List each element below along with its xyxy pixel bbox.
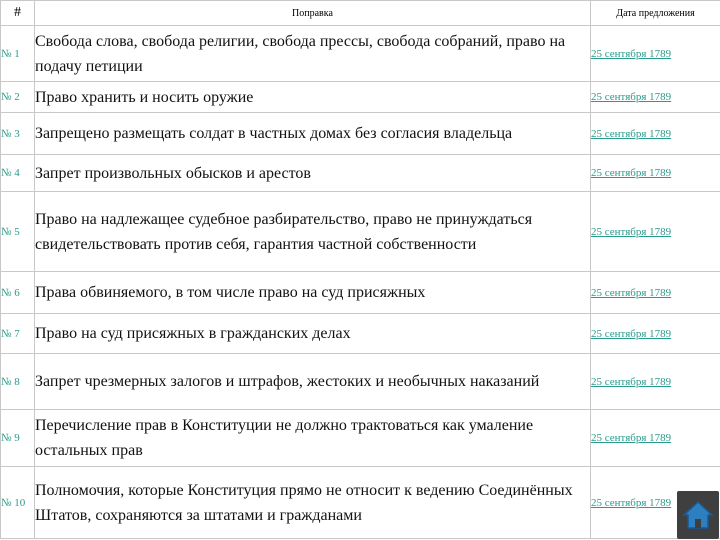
column-header-amendment: Поправка [35,1,591,26]
row-date-link[interactable]: 25 сентября 1789 [591,314,720,354]
row-date-link[interactable]: 25 сентября 1789 [591,272,720,314]
row-text: Запрет чрезмерных залогов и штрафов, жестоких и необычных наказаний [35,354,591,410]
row-number[interactable]: № 9 [1,410,35,467]
row-number[interactable]: № 10 [1,467,35,539]
row-number[interactable]: № 2 [1,82,35,113]
row-date-link[interactable]: 25 сентября 1789 [591,410,720,467]
home-icon [681,498,715,532]
row-number[interactable]: № 5 [1,192,35,272]
home-button[interactable] [677,491,719,539]
table-row [1,82,720,113]
row-date-link[interactable]: 25 сентября 1789 [591,26,720,82]
row-date-link[interactable]: 25 сентября 1789 [591,113,720,155]
table-row [1,26,720,82]
row-text: Право хранить и носить оружие [35,82,591,113]
table-row [1,155,720,192]
row-date-link[interactable]: 25 сентября 1789 [591,192,720,272]
row-date-link[interactable]: 25 сентября 1789 [591,82,720,113]
table-row [1,354,720,410]
row-text: Запрет произвольных обысков и арестов [35,155,591,192]
table-header-row [1,1,720,26]
table-row [1,467,720,539]
table-row [1,410,720,467]
column-header-number: # [1,1,35,26]
row-number[interactable]: № 3 [1,113,35,155]
row-date-link[interactable]: 25 сентября 1789 [591,155,720,192]
row-number[interactable]: № 8 [1,354,35,410]
row-text: Права обвиняемого, в том числе право на суд присяжных [35,272,591,314]
row-text: Запрещено размещать солдат в частных домах без согласия владельца [35,113,591,155]
row-text: Право на суд присяжных в гражданских делах [35,314,591,354]
row-number[interactable]: № 7 [1,314,35,354]
column-header-date: Дата предложения [591,1,720,26]
row-text: Право на надлежащее судебное разбирательство, право не принуждаться свидетельствовать против себя, гарантия частной собственности [35,192,591,272]
row-number[interactable]: № 6 [1,272,35,314]
table-row [1,314,720,354]
row-text: Перечисление прав в Конституции не должно трактоваться как умаление остальных прав [35,410,591,467]
row-date-link[interactable]: 25 сентября 1789 [591,467,720,539]
table-row [1,272,720,314]
row-text: Свобода слова, свобода религии, свобода прессы, свобода собраний, право на подачу петиции [35,26,591,82]
row-text: Полномочия, которые Конституция прямо не относит к ведению Соединённых Штатов, сохраняются за штатами и гражданами [35,467,591,539]
table-row [1,192,720,272]
row-number[interactable]: № 4 [1,155,35,192]
row-date-link[interactable]: 25 сентября 1789 [591,354,720,410]
table-row [1,113,720,155]
row-number[interactable]: № 1 [1,26,35,82]
